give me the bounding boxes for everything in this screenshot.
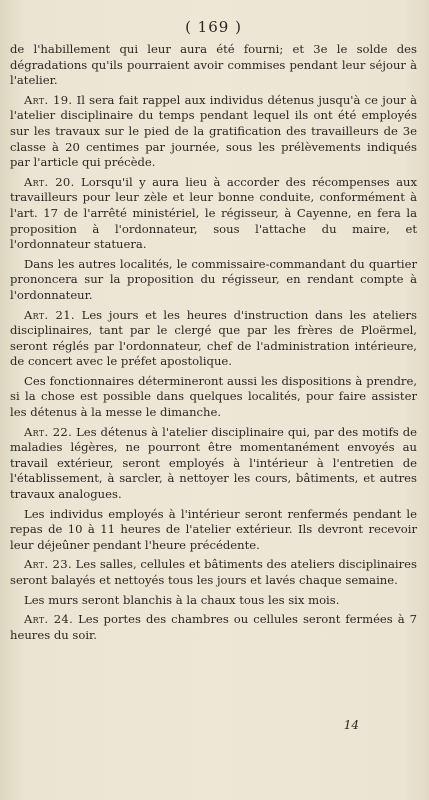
paragraph-text: de l'habillement qui leur aura été fourni; et 3e le solde des dégradations qu'ils pourraient avoir commises pendant leur séjour à l'atelier. xyxy=(10,42,417,88)
paragraph-text: Les individus employés à l'intérieur seront renfermés pendant le repas de 10 à 11 heures de l'atelier extérieur. Ils devront recevoir leur déjeûner pendant l'heure précédente. xyxy=(10,506,417,552)
article-21 xyxy=(10,308,417,370)
article-text: Lorsqu'il y aura lieu à accorder des récompenses aux travailleurs pour leur zèle et leur bonne conduite, conformément à l'art. 17 de l'arrêté ministériel, le régisseur, à Cayenne, en fera la proposition à l'ordonnateur, sous l'attache du maire, et l'ordonnateur statuera. xyxy=(10,174,417,252)
article-label: Art. 24. xyxy=(24,612,74,627)
article-text: Les jours et les heures d'instruction dans les ateliers disciplinaires, tant par le clergé que par les frères de Ploërmel, seront réglés par l'ordonnateur, chef de l'administration intérieure, de concert avec le préfet apostolique. xyxy=(10,307,418,369)
paragraph-fonctionnaires xyxy=(10,374,417,421)
paragraph-murs xyxy=(10,593,417,609)
article-text: Il sera fait rappel aux individus détenus jusqu'à ce jour à l'atelier disciplinaire du temps pendant lequel ils ont été employés sur les travaux sur le pied de la gratification des travailleurs de 3e classe à 20 centimes par journée, sous les prélèvements indiqués par l'article qui précède. xyxy=(10,92,417,170)
article-text: Les détenus à l'atelier disciplinaire qui, par des motifs de maladies légères, ne pourront être momentanément envoyés au travail extérieur, seront employés à l'intérieur à l'entretien de l'établissement, à sarcler, à nettoyer les cours, bâtiments, et autres travaux analogues. xyxy=(10,424,417,502)
article-text: Les salles, cellules et bâtiments des ateliers disciplinaires seront balayés et nettoyés tous les jours et lavés chaque semaine. xyxy=(10,557,417,587)
paragraph-text: Les murs seront blanchis à la chaux tous les six mois. xyxy=(24,592,340,607)
paragraph-other-localities xyxy=(10,257,417,304)
paragraph-text: Ces fonctionnaires détermineront aussi les dispositions à prendre, si la chose est possible dans quelques localités, pour faire assister les détenus à la messe le dimanche. xyxy=(10,373,417,420)
paragraph-text: Dans les autres localités, le commissaire-commandant du quartier prononcera sur la proposition du régisseur, en rendant compte à l'ordonnateur. xyxy=(10,256,417,302)
article-label: Art. 19. xyxy=(24,92,73,107)
article-label: Art. 20. xyxy=(24,174,75,189)
signature-mark: 14 xyxy=(343,718,359,732)
article-label: Art. 22. xyxy=(24,424,73,439)
article-19 xyxy=(10,93,417,171)
paragraph-individus xyxy=(10,507,417,554)
page-number: ( 169 ) xyxy=(185,18,242,36)
article-24 xyxy=(10,612,417,643)
article-20 xyxy=(10,175,417,253)
article-label: Art. 23. xyxy=(24,557,72,572)
paragraph-continuation xyxy=(10,42,417,89)
article-text: Les portes des chambres ou cellules seront fermées à 7 heures du soir. xyxy=(10,612,417,642)
article-23 xyxy=(10,557,417,588)
article-22 xyxy=(10,425,417,503)
article-label: Art. 21. xyxy=(24,307,75,322)
